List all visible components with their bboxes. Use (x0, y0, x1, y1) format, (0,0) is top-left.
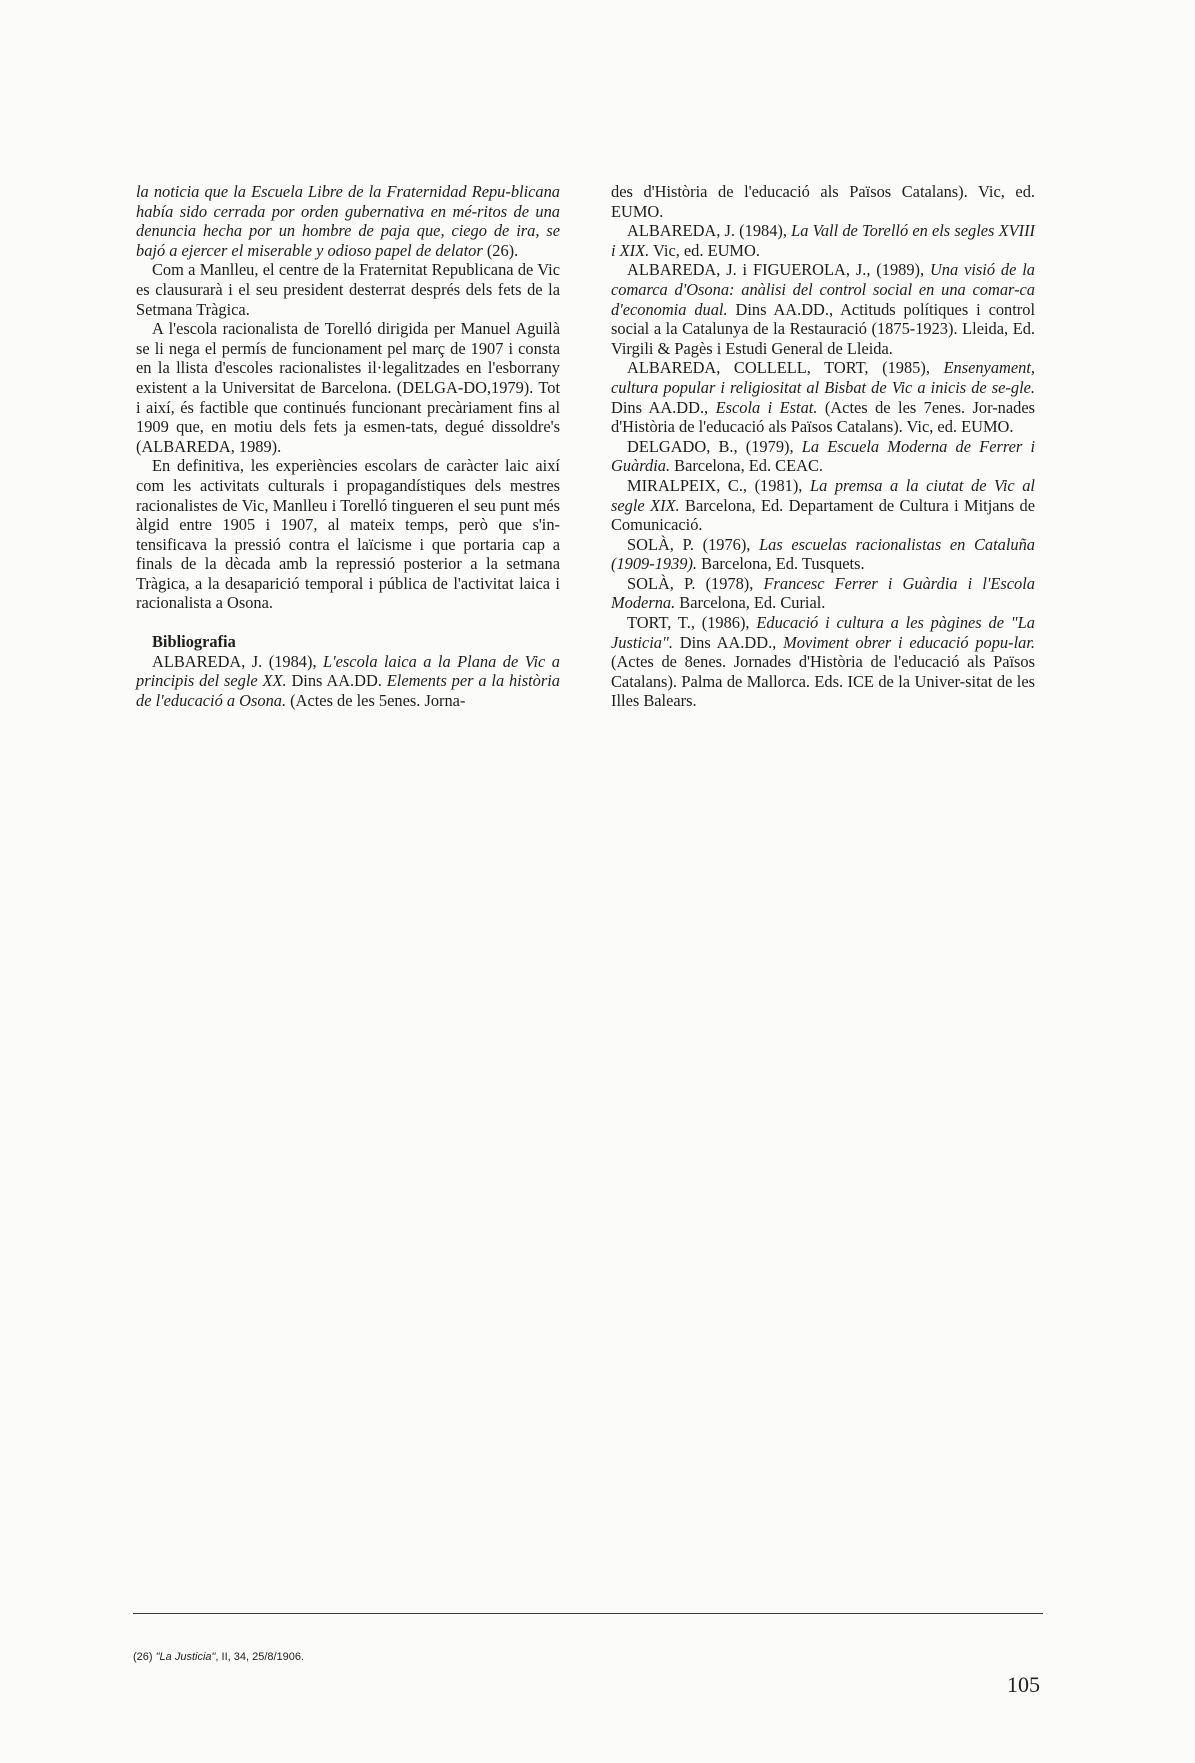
bibliography-entry (611, 535, 1035, 574)
footnote-divider (133, 1613, 1043, 1614)
bibliography-entry (611, 221, 1035, 260)
entry-author: MIRALPEIX, C., (1981), (627, 475, 810, 495)
entry-text: Dins AA.DD., (611, 397, 716, 417)
entry-title: L'escola laica a la Plana de Vic a principis del segle XX. (136, 651, 560, 691)
entry-author: TORT, T., (1986), (627, 613, 757, 633)
entry-title: Las escuelas racionalistas en Cataluña (1909-1939). (611, 534, 1035, 574)
entry-text: (Actes de les 5enes. Jorna- (286, 690, 466, 710)
footnote-ref: (26). (482, 240, 519, 260)
entry-text: Barcelona, Ed. Curial. (675, 593, 826, 613)
footnote-title: "La Justicia" (155, 1651, 216, 1663)
bibliography-entry (136, 652, 560, 711)
entry-text: (Actes de les 7enes. Jor-nades d'Història de l'educació als Països Catalans). Vic, ed. EUMO. (611, 397, 1035, 437)
entry-title: La Escuela Moderna de Ferrer i Guàrdia. (611, 436, 1035, 476)
bibliography-entry (611, 437, 1035, 476)
bibliography-entry (611, 574, 1035, 613)
paragraph: A l'escola racionalista de Torelló dirigida per Manuel Aguilà se li nega el permís de funcionament pel març de 1907 i consta en la llista d'escoles racionalistes il·legalitzades en l'esborrany existent a la Universitat de Barcelona. (DELGA-DO,1979). Tot i així, és factible que continués funcionant precàriament fins al 1909 que, en motiu dels fets ja esmen-tats, degué dissoldre's (ALBAREDA, 1989). (136, 319, 560, 456)
left-column (136, 182, 560, 710)
entry-author: ALBAREDA, J. (1984), (152, 651, 324, 671)
entry-title: La Vall de Torelló en els segles XVIII i XIX. (611, 221, 1035, 260)
entry-text: Barcelona, Ed. Departament de Cultura i Mitjans de Comunicació. (611, 495, 1035, 535)
quote-text: la noticia que la Escuela Libre de la Fraternidad Repu-blicana había sido cerrada por orden gubernativa en mé-ritos de una denuncia hecha por un hombre de paja que, ciego de ira, se bajó a ejercer el miserable y odioso papel de delator (136, 182, 560, 260)
page-number: 105 (1007, 1672, 1040, 1697)
footnote-number: (26) (133, 1651, 156, 1663)
right-column (611, 182, 1035, 711)
entry-author: ALBAREDA, COLLELL, TORT, (1985), (627, 358, 944, 378)
entry-author: DELGADO, B., (1979), (627, 436, 802, 456)
entry-text: Barcelona, Ed. Tusquets. (697, 554, 865, 574)
footnote (133, 1651, 304, 1663)
entry-text: Dins AA.DD. (286, 671, 387, 691)
entry-author: ALBAREDA, J. i FIGUEROLA, J., (1989), (627, 260, 930, 280)
entry-author: SOLÀ, P. (1978), (627, 573, 764, 593)
entry-title: Educació i cultura a les pàgines de "La Justicia". (611, 613, 1035, 652)
paragraph: En definitiva, les experiències escolars de caràcter laic així com les activitats culturals i propagandístiques dels mestres racionalistes de Vic, Manlleu i Torelló tingueren el seu punt més àlgid entre 1905 i 1907, al mateix temps, però que s'in-tensificava la pressió contra el laïcisme i que portaria cap a finals de la dècada amb la repressió posterior a la setmana Tràgica, a la desaparició temporal i pública de l'activitat laica i racionalista a Osona. (136, 456, 560, 613)
entry-title: Francesc Ferrer i Guàrdia i l'Escola Moderna. (611, 573, 1036, 613)
bibliography-entry (611, 476, 1035, 535)
entry-author: ALBAREDA, J. (1984), (627, 221, 792, 241)
bibliography-entry (611, 613, 1035, 711)
footnote-text: , II, 34, 25/8/1906. (215, 1651, 305, 1663)
entry-author: SOLÀ, P. (1976), (627, 534, 760, 554)
entry-title: Una visió de la comarca d'Osona: anàlisi del control social en una comar-ca d'economia dual. (611, 260, 1035, 319)
entry-text: Dins AA.DD., Actituds polítiques i control social a la Catalunya de la Restauració (1875-1923). Lleida, Ed. Virgili & Pagès i Estudi General de Lleida. (611, 299, 1035, 358)
entry-text: Dins AA.DD., (672, 632, 784, 652)
entry-title: Moviment obrer i educació popu-lar. (783, 632, 1035, 652)
entry-title: Ensenyament, cultura popular i religiositat al Bisbat de Vic a inicis de se-gle. (611, 358, 1035, 397)
bibliography-entry-continued: des d'Història de l'educació als Països Catalans). Vic, ed. EUMO. (611, 182, 1035, 221)
paragraph: Com a Manlleu, el centre de la Fraternitat Republicana de Vic es clausurarà i el seu president desterrat després dels fets de la Setmana Tràgica. (136, 260, 560, 319)
bibliography-entry (611, 260, 1035, 358)
bibliography-entry (611, 358, 1035, 436)
paragraph-quote (136, 182, 560, 260)
entry-text: (Actes de 8enes. Jornades d'Història de l'educació als Països Catalans). Palma de Mallorca. Eds. ICE de la Univer-sitat de les Illes Balears. (611, 652, 1035, 711)
bibliography-heading: Bibliografia (152, 632, 236, 652)
entry-title: La premsa a la ciutat de Vic al segle XIX. (611, 475, 1035, 515)
entry-text: Barcelona, Ed. CEAC. (670, 456, 823, 476)
entry-text: Vic, ed. EUMO. (649, 240, 760, 260)
entry-title: Escola i Estat. (715, 397, 818, 417)
entry-title: Elements per a la història de l'educació a Osona. (136, 671, 560, 710)
